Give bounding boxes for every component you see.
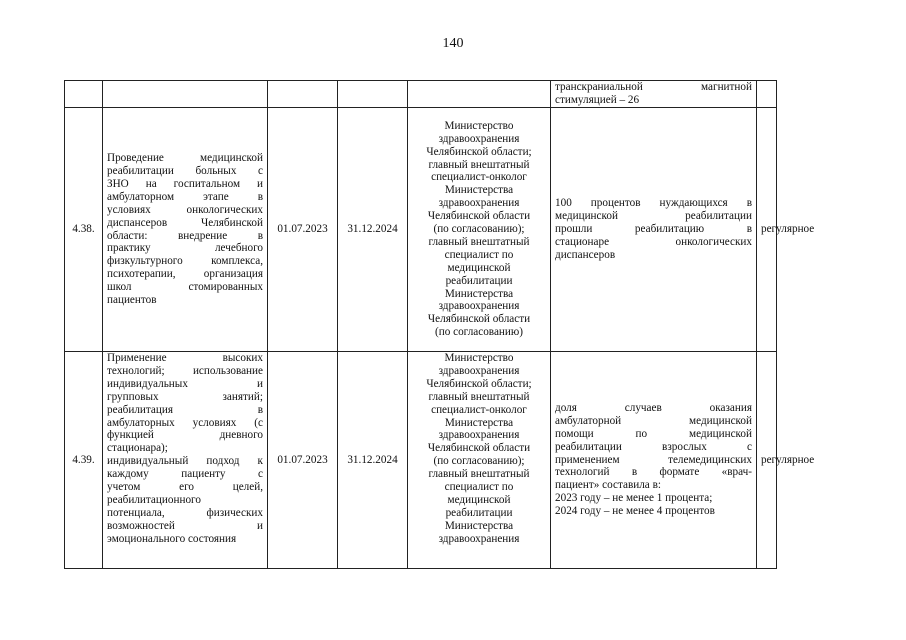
responsible-line: Министерства (444, 519, 514, 532)
cell-end-date (338, 81, 408, 108)
responsible-line: специалист-онколог (431, 171, 527, 184)
responsible-line: Челябинской области (427, 313, 531, 326)
description-line: учетом его целей, (107, 481, 263, 494)
period: регулярное (757, 108, 777, 352)
description-line: реабилитации больных с (107, 164, 263, 177)
cell-description (103, 108, 268, 352)
result-line: прошли реабилитацию в (555, 223, 752, 236)
responsible-line: главный внештатный (428, 468, 530, 481)
table-row-4-39 (65, 352, 777, 569)
page-number: 140 (442, 36, 464, 51)
cell-description (103, 352, 268, 569)
responsible-line: Министерства (444, 416, 514, 429)
responsible-line: Министерства (444, 184, 514, 197)
description-line: эмоционального состояния (107, 532, 237, 545)
cell-responsible (408, 81, 551, 108)
responsible-line: главный внештатный (428, 390, 530, 403)
row-number: 4.39. (65, 352, 103, 569)
description-line: реабилитационного (107, 493, 201, 506)
start-date: 01.07.2023 (268, 352, 338, 569)
responsible-line: специалист по (444, 481, 514, 494)
responsible-line: реабилитации (445, 506, 513, 519)
start-date: 01.07.2023 (268, 108, 338, 352)
result-line: применением телемедицинских (555, 453, 752, 466)
responsible-line: (по согласованию); (433, 455, 525, 468)
responsible-line: Челябинской области; (426, 377, 532, 390)
responsible-line: Челябинской области; (426, 145, 532, 158)
result-line: стационаре онкологических (555, 235, 752, 248)
responsible-line: специалист по (444, 248, 514, 261)
responsible-line: (по согласованию) (435, 326, 523, 339)
responsible-line: медицинской (447, 493, 511, 506)
responsible-line: здравоохранения (438, 429, 520, 442)
description-line: групповых занятий; (107, 390, 263, 403)
end-date: 31.12.2024 (338, 352, 408, 569)
description-line: психотерапии, организация (107, 268, 263, 281)
cell-result (551, 108, 757, 352)
responsible-line: Министерства (444, 287, 514, 300)
cell-result (551, 81, 757, 108)
description-line: физкультурного комплекса, (107, 255, 263, 268)
responsible-line: (по согласованию); (433, 223, 525, 236)
responsible-line: главный внештатный (428, 235, 530, 248)
description-line: реабилитация в (107, 403, 263, 416)
responsible-line: здравоохранения (438, 300, 520, 313)
description-line: диспансеров Челябинской (107, 216, 263, 229)
cell-number (65, 81, 103, 108)
description-line: технологий; использование (107, 364, 263, 377)
description-line: индивидуальный подход к (107, 455, 263, 468)
result-line: диспансеров (555, 248, 616, 261)
responsible-line: здравоохранения (438, 364, 520, 377)
description-line: амбулаторных условиях (с (107, 416, 263, 429)
description-line: практику лечебного (107, 242, 263, 255)
responsible-line: здравоохранения (438, 132, 520, 145)
description-line: потенциала, физических (107, 506, 263, 519)
result-line: технологий в формате «врач- (555, 466, 752, 479)
description-line: условиях онкологических (107, 203, 263, 216)
result-line: стимуляцией – 26 (555, 94, 640, 106)
cell-period (757, 81, 777, 108)
responsible-line: медицинской (447, 261, 511, 274)
result-line: помощи по медицинской (555, 427, 752, 440)
responsible-line: Челябинской области (427, 442, 531, 455)
description-line: функцией дневного (107, 429, 263, 442)
responsible-line: здравоохранения (438, 197, 520, 210)
cell-responsible (408, 108, 551, 352)
period: регулярное (757, 352, 777, 569)
result-line: пациент» составила в: (555, 479, 661, 492)
result-line: амбулаторной медицинской (555, 414, 752, 427)
row-number: 4.38. (65, 108, 103, 352)
cell-start-date (268, 81, 338, 108)
result-line: реабилитации взрослых с (555, 440, 752, 453)
responsible-line: Министерство (444, 352, 514, 364)
description-line: ЗНО на госпитальном и (107, 177, 263, 190)
responsible-line: специалист-онколог (431, 403, 527, 416)
description-line: школ стомированных (107, 281, 263, 294)
table-row-4-38 (65, 108, 777, 352)
description-line: стационара); (107, 442, 168, 455)
responsible-line: реабилитации (445, 274, 513, 287)
cell-responsible (408, 352, 551, 569)
continued-row (65, 81, 777, 108)
description-line: каждому пациенту с (107, 468, 263, 481)
measures-table (64, 80, 815, 569)
responsible-line: Челябинской области (427, 210, 531, 223)
result-line: доля случаев оказания (555, 401, 752, 414)
description-line: области: внедрение в (107, 229, 263, 242)
responsible-line: Министерство (444, 119, 514, 132)
result-line: 2023 году – не менее 1 процента; (555, 492, 713, 505)
responsible-line: здравоохранения (438, 532, 520, 545)
end-date: 31.12.2024 (338, 108, 408, 352)
description-line: индивидуальных и (107, 377, 263, 390)
description-line: возможностей и (107, 519, 263, 532)
result-line: 2024 году – не менее 4 процентов (555, 505, 715, 518)
cell-description (103, 81, 268, 108)
description-line: пациентов (107, 294, 157, 307)
description-line: Применение высоких (107, 352, 263, 364)
result-line: транскраниальной магнитной (555, 81, 752, 94)
responsible-line: главный внештатный (428, 158, 530, 171)
cell-result (551, 352, 757, 569)
result-line: медицинской реабилитации (555, 210, 752, 223)
result-line: 100 процентов нуждающихся в (555, 197, 752, 210)
description-line: амбулаторном этапе в (107, 190, 263, 203)
description-line: Проведение медицинской (107, 152, 263, 165)
